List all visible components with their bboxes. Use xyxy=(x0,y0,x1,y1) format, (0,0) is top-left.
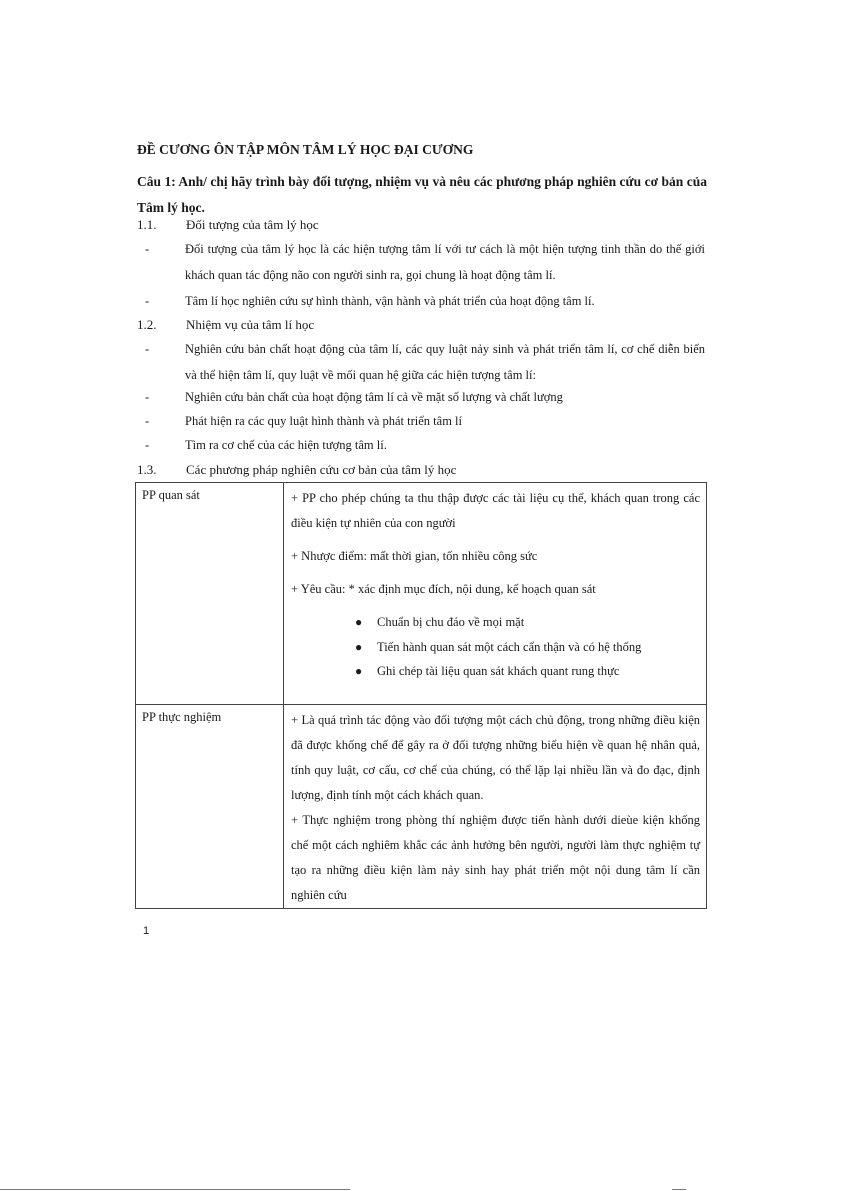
method-paragraph: + PP cho phép chúng ta thu thập được các tài liệu cụ thể, khách quan trong các điều kiện tự nhiên của con người xyxy=(291,491,700,530)
list-item-text: Tâm lí học nghiên cứu sự hình thành, vận hành và phát triển của hoạt động tâm lí. xyxy=(185,294,595,308)
section-heading-1-3 xyxy=(137,462,456,478)
section-number: 1.2. xyxy=(137,317,157,332)
list-item xyxy=(291,635,700,660)
list-item-text: Chuẩn bị chu đáo về mọi mặt xyxy=(377,615,525,629)
method-description-cell xyxy=(284,705,707,909)
footer-rule xyxy=(672,1189,686,1190)
dash-marker: - xyxy=(145,294,150,308)
list-item xyxy=(145,336,705,388)
list-item-text: Phát hiện ra các quy luật hình thành và phát triển tâm lí xyxy=(185,414,463,428)
method-paragraph: + Là quá trình tác động vào đối tượng một cách chủ động, trong những điều kiện đã được khống chế để gây ra ở đối tượng những biểu hiện về quan hệ nhân quả, tính quy luật, cơ cấu, cơ chế của chúng, có thể lặp lại nhiều lần và đo đạc, định lượng, định tính một cách khách quan. xyxy=(291,713,700,802)
list-item xyxy=(145,408,705,434)
method-description-cell xyxy=(284,483,707,705)
list-item xyxy=(145,236,705,288)
section-title: Đối tượng của tâm lý học xyxy=(186,217,319,232)
section-number: 1.1. xyxy=(137,217,157,232)
method-name-cell xyxy=(136,483,284,705)
method-paragraph: + Yêu cầu: * xác định mục đích, nội dung, kế hoạch quan sát xyxy=(291,582,596,596)
bullet-dot-icon: ● xyxy=(355,615,363,629)
section-heading-1-1 xyxy=(137,217,319,233)
list-item xyxy=(291,659,700,684)
list-item xyxy=(145,432,705,458)
dash-marker: - xyxy=(145,414,150,428)
document-title: ĐỀ CƯƠNG ÔN TẬP MÔN TÂM LÝ HỌC ĐẠI CƯƠNG xyxy=(137,142,474,157)
requirement-list xyxy=(291,610,700,684)
list-item xyxy=(291,610,700,635)
method-paragraph: + Thực nghiệm trong phòng thí nghiệm được tiến hành dưới dieùe kiện khống chế một cách nghiêm khắc các ảnh hưởng bên người, người làm thực nghiệm tự tạo ra những điều kiện làm nảy sinh hay phát triển một nội dung tâm lí cần nghiên cứu xyxy=(291,813,700,902)
methods-table xyxy=(135,482,707,909)
method-paragraph: + Nhược điểm: mất thời gian, tốn nhiều công sức xyxy=(291,549,538,563)
dash-marker: - xyxy=(145,242,150,256)
dash-marker: - xyxy=(145,342,150,356)
list-item-text: Đối tượng của tâm lý học là các hiện tượng tâm lí với tư cách là một hiện tượng tinh thần do thế giới khách quan tác động não con người sinh ra, gọi chung là hoạt động tâm lí. xyxy=(185,242,705,282)
section-heading-1-2 xyxy=(137,317,314,333)
method-name: PP thực nghiệm xyxy=(142,710,222,724)
list-item-text: Tiến hành quan sát một cách cẩn thận và có hệ thống xyxy=(377,639,642,654)
list-item-text: Nghiên cứu bản chất hoạt động của tâm lí, các quy luật nảy sinh và phát triển tâm lí, cơ chế diễn biến và thể hiện tâm lí, quy luật về mối quan hệ giữa các hiện tượng tâm lí: xyxy=(185,342,705,382)
method-name: PP quan sát xyxy=(142,488,200,502)
table-row xyxy=(136,705,707,909)
bullet-dot-icon: ● xyxy=(355,664,363,678)
method-name-cell xyxy=(136,705,284,909)
list-item-text: Ghi chép tài liệu quan sát khách quant rung thực xyxy=(377,664,620,678)
section-title: Nhiệm vụ của tâm lí học xyxy=(186,317,315,332)
page-number: 1 xyxy=(143,925,150,937)
list-item xyxy=(145,384,705,410)
dash-marker: - xyxy=(145,390,150,404)
list-item-text: Tìm ra cơ chế của các hiện tượng tâm lí. xyxy=(185,438,387,452)
footer-rule xyxy=(0,1189,350,1190)
list-item xyxy=(145,288,705,314)
list-item-text: Nghiên cứu bản chất của hoạt động tâm lí cả về mặt số lượng và chất lượng xyxy=(185,390,563,404)
table-row xyxy=(136,483,707,705)
question-heading: Câu 1: Anh/ chị hãy trình bày đối tượng, nhiệm vụ và nêu các phương pháp nghiên cứu cơ bản của Tâm lý học. xyxy=(137,174,707,215)
section-title: Các phương pháp nghiên cứu cơ bản của tâm lý học xyxy=(186,462,457,477)
bullet-dot-icon: ● xyxy=(355,639,363,654)
dash-marker: - xyxy=(145,438,150,452)
section-number: 1.3. xyxy=(137,462,157,477)
